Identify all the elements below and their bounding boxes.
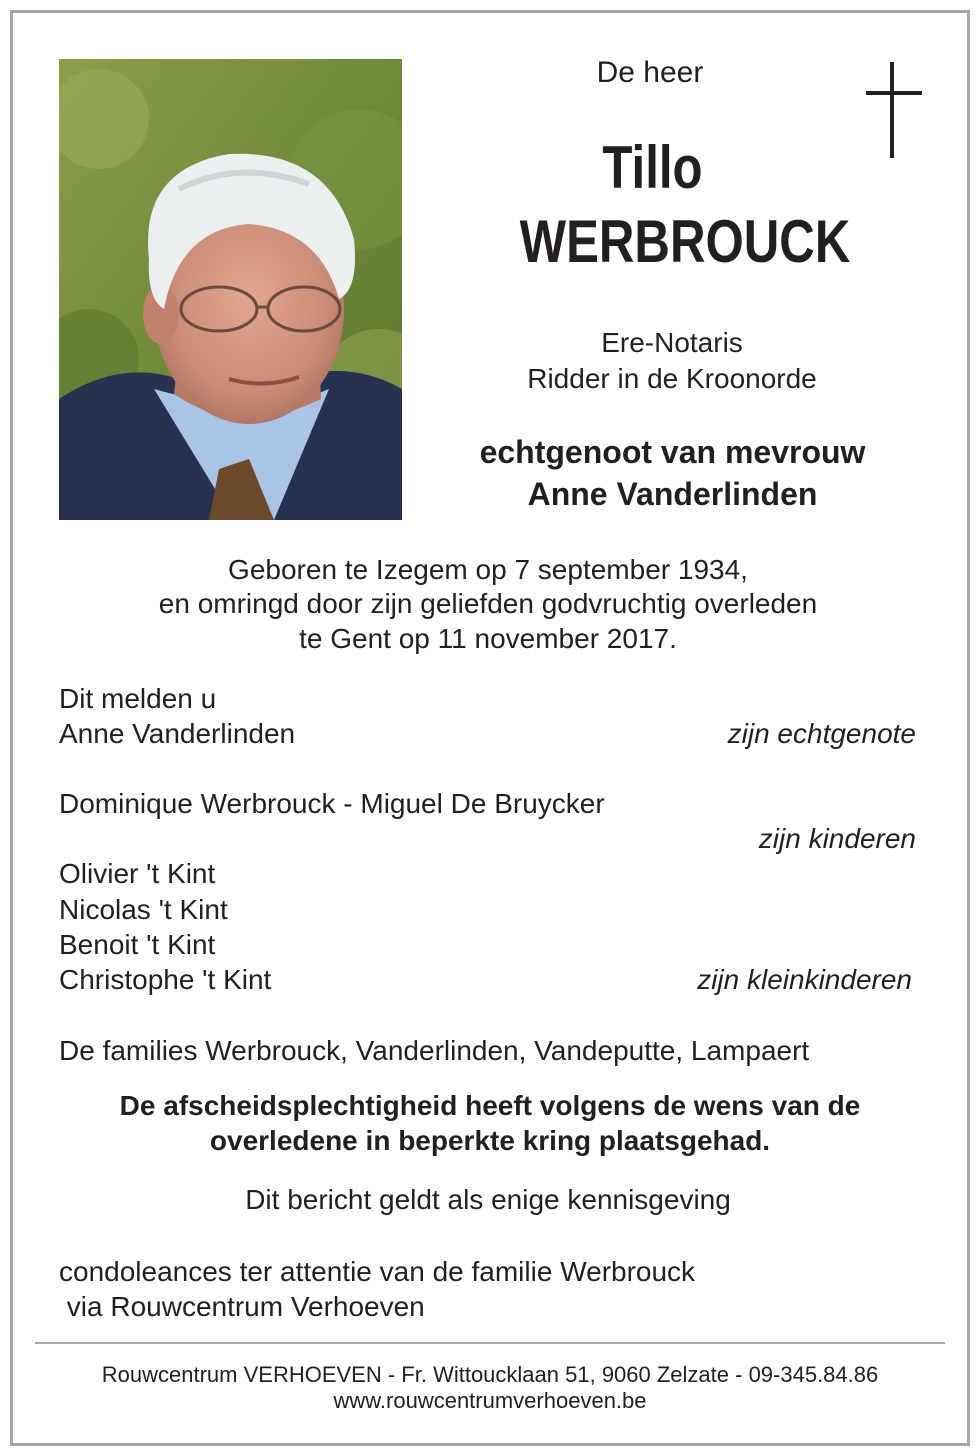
birth-line: Geboren te Izegem op 7 september 1934,	[228, 554, 748, 585]
grandchild-name: Nicolas 't Kint	[59, 894, 228, 925]
spouse-line: echtgenoot van mevrouw	[479, 434, 866, 470]
title-line: Ere-Notaris	[601, 327, 743, 358]
ceremony-notice: De afscheidsplechtigheid heeft volgens de wens van de	[119, 1090, 861, 1121]
mourner-grandchildren-role: zijn kleinkinderen	[697, 964, 912, 995]
grandchild-name: Olivier 't Kint	[59, 858, 216, 889]
first-name: Tillo	[602, 134, 703, 201]
footer-divider	[35, 1342, 945, 1344]
ceremony-notice: overledene in beperkte kring plaatsgehad.	[209, 1125, 771, 1156]
title-line: Ridder in de Kroonorde	[527, 363, 817, 394]
footer-address: Rouwcentrum VERHOEVEN - Fr. Wittoucklaan 51, 9060 Zelzate - 09-345.84.86	[101, 1362, 879, 1387]
birth-line: te Gent op 11 november 2017.	[299, 623, 677, 654]
birth-line: en omringd door zijn geliefden godvruchtig overleden	[158, 588, 818, 619]
condolences-line: condoleances ter attentie van de familie Werbrouck	[59, 1256, 696, 1287]
spouse-name: Anne Vanderlinden	[527, 476, 818, 512]
only-notice: Dit bericht geldt als enige kennisgeving	[245, 1184, 731, 1215]
honorific: De heer	[596, 56, 704, 89]
last-name: WERBROUCK	[519, 208, 851, 275]
mourner-children-name: Dominique Werbrouck - Miguel De Bruycker	[59, 788, 605, 819]
cross-icon	[866, 62, 922, 158]
mourners-intro: Dit melden u	[59, 683, 217, 714]
mourner-spouse-name: Anne Vanderlinden	[59, 718, 296, 749]
mourner-children-role: zijn kinderen	[758, 823, 916, 854]
footer-website[interactable]: www.rouwcentrumverhoeven.be	[333, 1388, 647, 1413]
families-line: De families Werbrouck, Vanderlinden, Vandeputte, Lampaert	[59, 1035, 810, 1066]
mourner-spouse-role: zijn echtgenote	[727, 718, 916, 749]
grandchild-name: Benoit 't Kint	[59, 929, 216, 960]
portrait-photo	[59, 59, 402, 520]
condolences-line: via Rouwcentrum Verhoeven	[59, 1291, 425, 1322]
grandchild-name: Christophe 't Kint	[59, 964, 272, 995]
